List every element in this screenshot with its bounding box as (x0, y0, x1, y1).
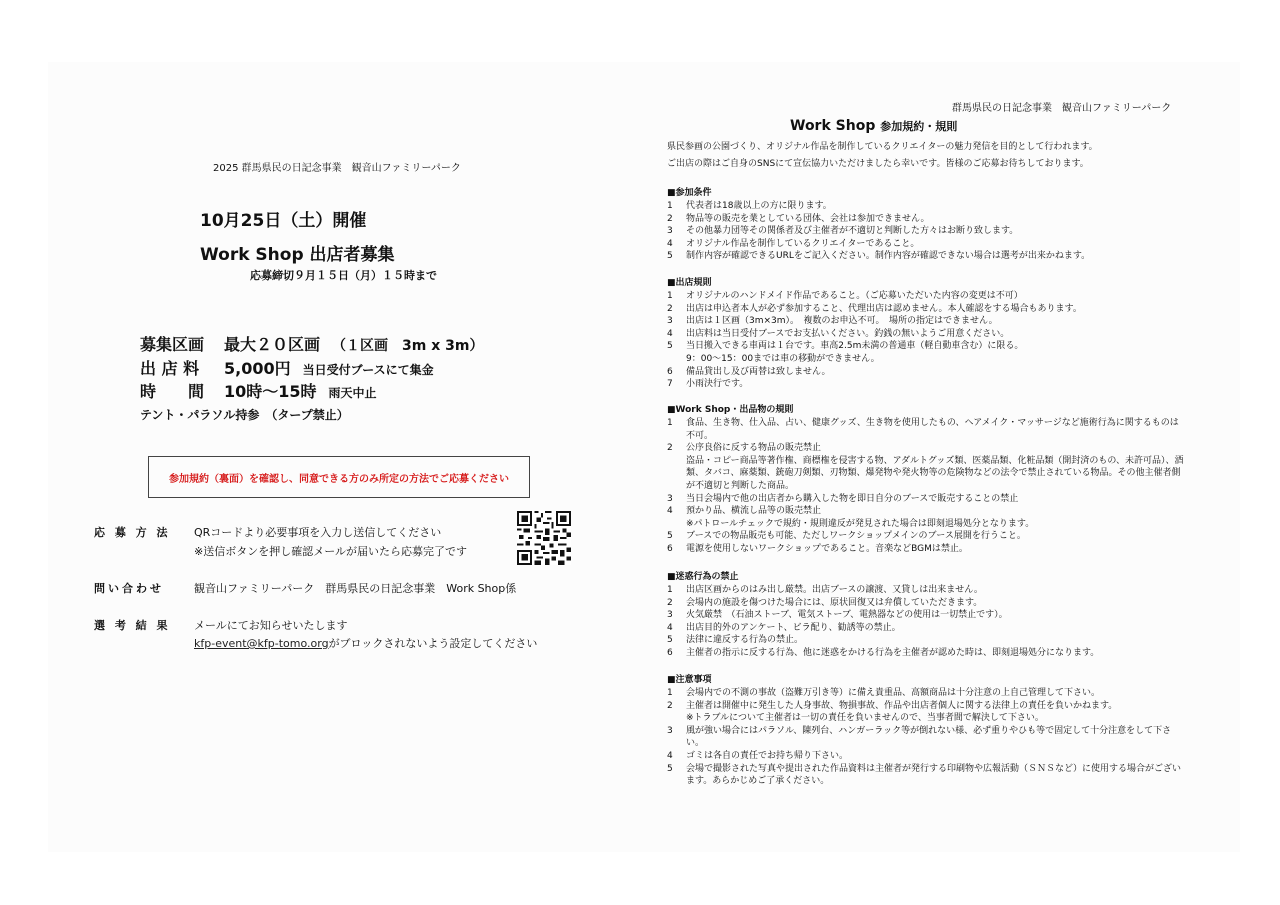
section-prohibited (667, 571, 1187, 660)
result-line1: メールにてお知らせいたします (194, 619, 348, 632)
list-item: 3 当日会場内で他の出店者から購入した物を即日自分のブースで販売することの禁止 (667, 493, 1019, 504)
section-heading: ■参加条件 (667, 188, 712, 198)
list-item: 1 代表者は18歳以上の方に限ります。 (667, 201, 832, 211)
apply-method-line1: QRコードより必要事項を入力し送信してください (194, 526, 442, 539)
list-item: 5 当日搬入できる車両は１台です。車高2.5m未満の普通車（軽自動車含む）に限る。 (667, 341, 1024, 352)
detail-label: 募集区画 (140, 335, 205, 354)
list-item: 3 その他暴力団等その関係者及び主催者が不適切と判断した方々はお断り致します。 (667, 226, 1019, 237)
list-item: 6 主催者の指示に反する行為、他に迷惑をかける行為を主催者が認めた時は、即刻退場処分になります。 (667, 647, 1100, 658)
list-item: 2 物品等の販売を業としている団体、会社は参加できません。 (667, 213, 930, 224)
terms-title (790, 118, 957, 134)
section-heading: ■出店規則 (667, 278, 712, 288)
list-item: 2 出店は申込者本人が必ず参加すること、代理出店は認めません。本人確認をする場合もあります。 (667, 303, 1082, 314)
list-item: 5 法律に違反する行為の禁止。 (667, 635, 804, 646)
contact-label: 問い合わせ (94, 582, 164, 595)
detail-note: （１区画 3m x 3m） (332, 338, 484, 354)
list-item: 2 主催者は開催中に発生した人身事故、物損事故、作品や出店者個人に関する法律上の責任を負いかねます。 (667, 700, 1118, 711)
apply-method-label: 応 募 方 法 (94, 526, 171, 539)
list-item: 4 出店料は当日受付ブースでお支払いください。釣銭の無いようご用意ください。 (667, 328, 1010, 339)
list-item: 4 出店目的外のアンケート、ビラ配り、勧誘等の禁止。 (667, 622, 901, 633)
list-item: ※トラブルについて主催者は一切の責任を負いませんので、当事者間で解決して下さい。 (686, 713, 1044, 724)
terms-title-jp: 参加規約・規則 (880, 120, 958, 133)
right-organizer: 群馬県民の日記念事業 観音山ファミリーパーク (952, 103, 1172, 114)
section-cautions (667, 674, 1187, 788)
section-heading: ■Work Shop・出品物の規則 (667, 405, 794, 415)
section-participation (667, 187, 1187, 263)
terms-notice-box (148, 456, 530, 498)
terms-notice-text: 参加規約（裏面）を確認し、同意できる方のみ所定の方法でご応募ください (169, 473, 509, 485)
result-line2-rest: がブロックされないよう設定してください (328, 637, 538, 650)
list-item: 1 オリジナルのハンドメイド作品であること。（ご応募いただいた内容の変更は不可） (667, 291, 1023, 301)
list-item: 2 公序良俗に反する物品の販売禁止 (667, 443, 822, 454)
intro-line2: ご出店の際はご自身のSNSにて宣伝協力いただけましたら幸いです。皆様のご応募お待ちしております。 (667, 159, 1089, 169)
organizer-line: 2025 群馬県民の日記念事業 観音山ファミリーパーク (213, 163, 461, 174)
terms-title-en: Work Shop (790, 118, 876, 134)
list-item: 9：00～15：00までは車の移動ができません。 (686, 353, 880, 364)
list-item: 1 会場内での不測の事故（盗難万引き等）に備え貴重品、高額商品は十分注意の上自己管理して下さい。 (667, 688, 1101, 698)
deadline: 応募締切９月１５日（月）１５時まで (250, 269, 437, 282)
detail-row-fee (140, 356, 434, 379)
list-item: 5 ブースでの物品販売も可能、ただしワークショップメインのブース展開を行うこと。 (667, 531, 1026, 542)
list-item: 6 電源を使用しないワークショップであること。音楽などBGMは禁止。 (667, 543, 968, 554)
section-heading: ■注意事項 (667, 675, 712, 685)
result-label: 選 考 結 果 (94, 619, 171, 632)
list-item: 3 風が強い場合にはパラソル、陳列台、ハンガーラック等が倒れない様、必ず重りやひも等で固定して十分注意をして下さい。 (667, 725, 1172, 749)
list-item: 5 制作内容が確認できるURLをご記入ください。制作内容が確認できない場合は選考が出来かねます。 (667, 251, 1091, 262)
list-item: 2 会場内の施設を傷つけた場合には、原状回復又は弁償していただきます。 (667, 597, 983, 608)
detail-row-time (140, 379, 377, 402)
list-item: 1 食品、生き物、仕入品、占い、健康グッズ、生き物を使用したもの、ヘアメイク・マッサージなど施術行為に関するものは不可。 (667, 418, 1179, 441)
list-item: 4 オリジナル作品を制作しているクリエイターであること。 (667, 238, 920, 249)
section-booth-rules (667, 277, 1187, 391)
list-item: 4 ゴミは各自の責任でお持ち帰り下さい。 (667, 750, 849, 761)
apply-method-line2: ※送信ボタンを押し確認メールが届いたら応募完了です (194, 545, 467, 558)
list-item: 5 会場で撮影された写真や提出された作品資料は主催者が発行する印刷物や広報活動（ＳＮＳなど）に使用する場合がございます。あらかじめご了承ください。 (667, 763, 1182, 787)
detail-value: 5,000円 (224, 359, 291, 378)
list-item: 1 出店区画からのはみ出し厳禁。出店ブースの譲渡、又貸しは出来ません。 (667, 585, 983, 595)
detail-value: 最大２０区画 (224, 335, 321, 354)
detail-row-booth (140, 332, 483, 355)
detail-note: 当日受付ブースにて集金 (302, 363, 434, 377)
list-item: 4 預かり品、横流し品等の販売禁止 (667, 506, 822, 517)
section-heading: ■迷惑行為の禁止 (667, 572, 739, 582)
detail-note: 雨天中止 (328, 386, 377, 400)
result-line2 (194, 635, 537, 651)
list-item: 6 備品貸出し及び両替は致しません。 (667, 366, 831, 377)
detail-label: 時 間 (140, 382, 205, 401)
list-item: 3 火気厳禁 （石油ストーブ、電気ストーブ、電熱器などの使用は一切禁止です）。 (667, 610, 1008, 621)
list-item: 7 小雨決行です。 (667, 379, 749, 390)
list-item: 盗品・コピー商品等著作権、商標権を侵害する物、アダルトグッズ類、医薬品類、化粧品類（開封済のもの、未許可品）、酒類、タバコ、麻薬類、銃砲刀剣類、刃物類、爆発物や発火物等の危険物などの法令で禁止されている物品。その他主催者側が不適切と判断した商品。 (686, 455, 1184, 491)
contact-text: 観音山ファミリーパーク 群馬県民の日記念事業 Work Shop係 (194, 582, 517, 595)
flyer-title: Work Shop 出店者募集 (200, 245, 395, 265)
qr-code-icon[interactable] (516, 511, 572, 565)
contact-email-link[interactable]: kfp-event@kfp-tomo.org (194, 637, 329, 650)
detail-value: 10時～15時 (224, 382, 317, 401)
list-item: ※パトロールチェックで規約・規則違反が発見された場合は即刻退場処分となります。 (686, 518, 1035, 529)
detail-label: 出 店 料 (140, 359, 200, 378)
event-date: 10月25日（土）開催 (200, 211, 367, 231)
list-item: 3 出店は１区画（3m×3m）。 複数のお申込不可。 場所の指定はできません。 (667, 316, 998, 327)
intro-line1: 県民参画の公園づくり、オリジナル作品を制作しているクリエイターの魅力発信を目的として行われます。 (667, 142, 1098, 152)
section-workshop-rules (667, 404, 1187, 556)
tent-note: テント・パラソル持参 （タープ禁止） (140, 408, 349, 422)
